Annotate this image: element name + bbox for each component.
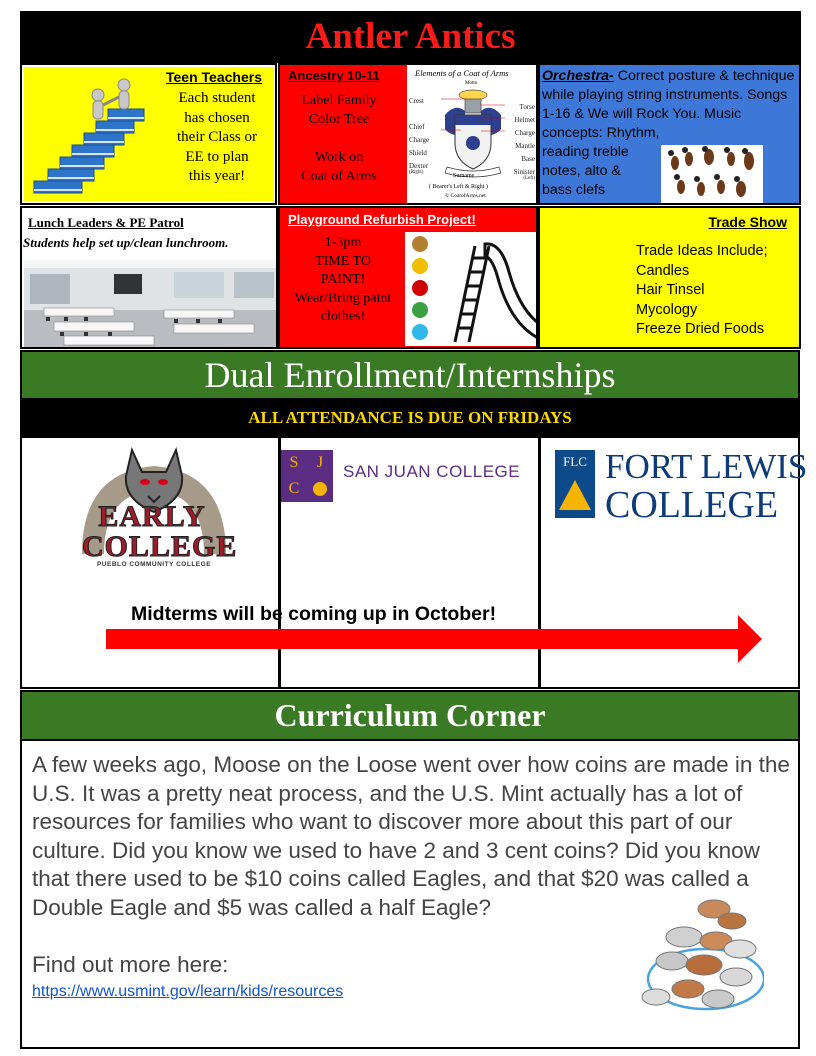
trade-item: Mycology (636, 301, 698, 318)
curriculum-corner-banner (20, 690, 800, 741)
red-arrow-icon (106, 615, 764, 663)
coins-pile-icon (632, 891, 764, 1021)
ancestry-text-1 (284, 91, 394, 129)
college-word: COLLEGE (82, 530, 238, 563)
diagram-title: Elements of a Coat of Arms (415, 68, 509, 78)
flc-college-word: COLLEGE (605, 484, 779, 526)
midterms-notice: Midterms will be coming up in October! (131, 603, 497, 625)
playground-text (282, 234, 404, 327)
newsletter-title: Antler Antics (305, 16, 516, 57)
playground-line: TIME TO (315, 253, 371, 269)
sjc-letter: S (281, 450, 307, 476)
flc-badge-text: FLC (563, 454, 587, 469)
trade-item: Candles (636, 262, 690, 279)
playground-line: Wear/Bring paint (294, 290, 392, 306)
orchestra-description: Correct posture & technique while playing string instruments. Songs 1-16 & We will Rock You. Music concepts: Rhythm, (542, 68, 795, 141)
trade-show-title: Trade Show (708, 214, 787, 230)
ancestry-line: Color Tree (308, 112, 370, 127)
teachers-title-word: Teachers (201, 69, 262, 85)
pueblo-cc-label: PUEBLO COMMUNITY COLLEGE (96, 561, 212, 568)
ancestry-line: Work on (314, 150, 364, 165)
flc-badge (555, 450, 595, 518)
curriculum-paragraph: A few weeks ago, Moose on the Loose went over how coins are made in the U.S. It was a pretty neat process, and the U.S. Mint actually has a lot of resources for families who want to discover more about this part of our culture. Did you know we used to have 2 and 3 cent coins? Did you know that there used to be $10 coins called Eagles, and that $20 was called a Double Eagle and $5 was called a half Eagle? (32, 752, 790, 920)
teen-line: EE to plan (185, 148, 249, 165)
lunchroom-photo (24, 260, 276, 347)
diagram-motto-label: Motto (465, 81, 478, 86)
attendance-notice: ALL ATTENDANCE IS DUE ON FRIDAYS (248, 408, 572, 427)
dual-enrollment-banner (20, 350, 800, 400)
lunch-leaders-subtitle: Students help set up/clean lunchroom. (23, 235, 229, 250)
lunch-leaders-title: Lunch Leaders & PE Patrol (28, 215, 184, 230)
musicians-clipart-icon (661, 145, 763, 203)
teen-line: has chosen (184, 109, 250, 126)
ancestry-text-2 (284, 148, 394, 186)
coat-of-arms-shield-icon (441, 85, 505, 181)
attendance-notice-bar (20, 400, 800, 436)
lunchroom-image-icon (24, 260, 276, 347)
diagram-credit: © CoatofArms.net (445, 193, 486, 199)
diagram-label: Sinister (513, 168, 535, 176)
orchestra-clipart (661, 145, 763, 203)
san-juan-college-name: SAN JUAN COLLEGE (343, 462, 521, 481)
find-out-more-label: Find out more here: (32, 952, 229, 977)
teen-teachers-background (24, 67, 274, 201)
slide-paint-clipart (405, 232, 538, 346)
diagram-labels-right (505, 101, 535, 182)
trade-item: Hair Tinsel (636, 282, 705, 298)
ancestry-line: Label Family (301, 93, 377, 108)
diagram-label: (Right) (409, 170, 424, 175)
early-word: EARLY (98, 500, 206, 533)
lunch-leaders-panel (20, 206, 278, 349)
staircase-clipart-icon (26, 73, 158, 199)
slide-and-paint-icon (405, 232, 538, 346)
diagram-label: Charge (409, 136, 430, 144)
diagram-footnote: ( Bearer's Left & Right ) (429, 184, 488, 190)
fort-lewis-word: FORT LEWIS (605, 447, 808, 486)
dual-enrollment-title: Dual Enrollment/Internships (204, 355, 616, 395)
diagram-label: Chief (409, 123, 425, 131)
diagram-label: Mantle (515, 142, 535, 150)
playground-title: Playground Refurbish Project! (288, 212, 476, 227)
diagram-label: Charge (514, 129, 535, 137)
coat-of-arms-diagram (407, 65, 537, 203)
trade-ideas-list (636, 242, 768, 340)
playground-line: clothes! (320, 309, 366, 324)
playground-line: 1-3pm (324, 235, 362, 250)
fort-lewis-college-wordmark (605, 448, 807, 524)
playground-panel (278, 206, 538, 349)
sjc-letter: J (307, 450, 333, 476)
ancestry-line: Coat of Arms (301, 169, 377, 184)
orchestra-line: notes, alto & (542, 163, 621, 179)
sjc-badge (281, 450, 333, 502)
orchestra-line: reading treble (542, 144, 629, 160)
teen-line: this year! (188, 168, 246, 184)
usmint-resources-link[interactable]: https://www.usmint.gov/learn/kids/resources (32, 983, 344, 1000)
ancestry-title: Ancestry 10-11 (288, 68, 380, 83)
playground-line: PAINT! (320, 272, 366, 287)
sjc-letter: C (281, 476, 307, 502)
orchestra-line: bass clefs (542, 182, 606, 198)
trade-item: Freeze Dried Foods (636, 321, 765, 337)
diagram-label: Shield (409, 149, 427, 157)
curriculum-corner-content (20, 741, 800, 1049)
ancestry-panel (278, 63, 538, 205)
diagram-label: Helmet (514, 116, 535, 124)
diagram-labels-left (409, 95, 429, 176)
teen-line: their Class or (177, 129, 257, 145)
sun-icon (307, 476, 333, 502)
teen-teachers-text (162, 89, 272, 187)
trade-item: Trade Ideas Include; (636, 243, 768, 259)
flc-mountain-icon (555, 470, 595, 514)
diagram-label: Torse (519, 103, 535, 111)
diagram-label: Crest (409, 97, 424, 105)
diagram-label: Dexter (409, 162, 429, 170)
curriculum-corner-title: Curriculum Corner (274, 697, 546, 733)
diagram-label: Base (521, 155, 535, 163)
early-college-wordmark (82, 500, 238, 563)
orchestra-panel (538, 63, 801, 205)
teen-teachers-panel (20, 63, 277, 205)
diagram-surname-label: Surname (453, 173, 475, 179)
teen-teachers-title (166, 69, 262, 85)
trade-show-panel (538, 206, 801, 349)
teen-line: Each student (178, 90, 256, 106)
orchestra-label: Orchestra- (542, 68, 614, 84)
teen-title-word: Teen (166, 69, 198, 85)
sjc-sun-tile (307, 476, 333, 502)
diagram-label: (Left) (523, 176, 535, 181)
title-banner (20, 11, 801, 63)
